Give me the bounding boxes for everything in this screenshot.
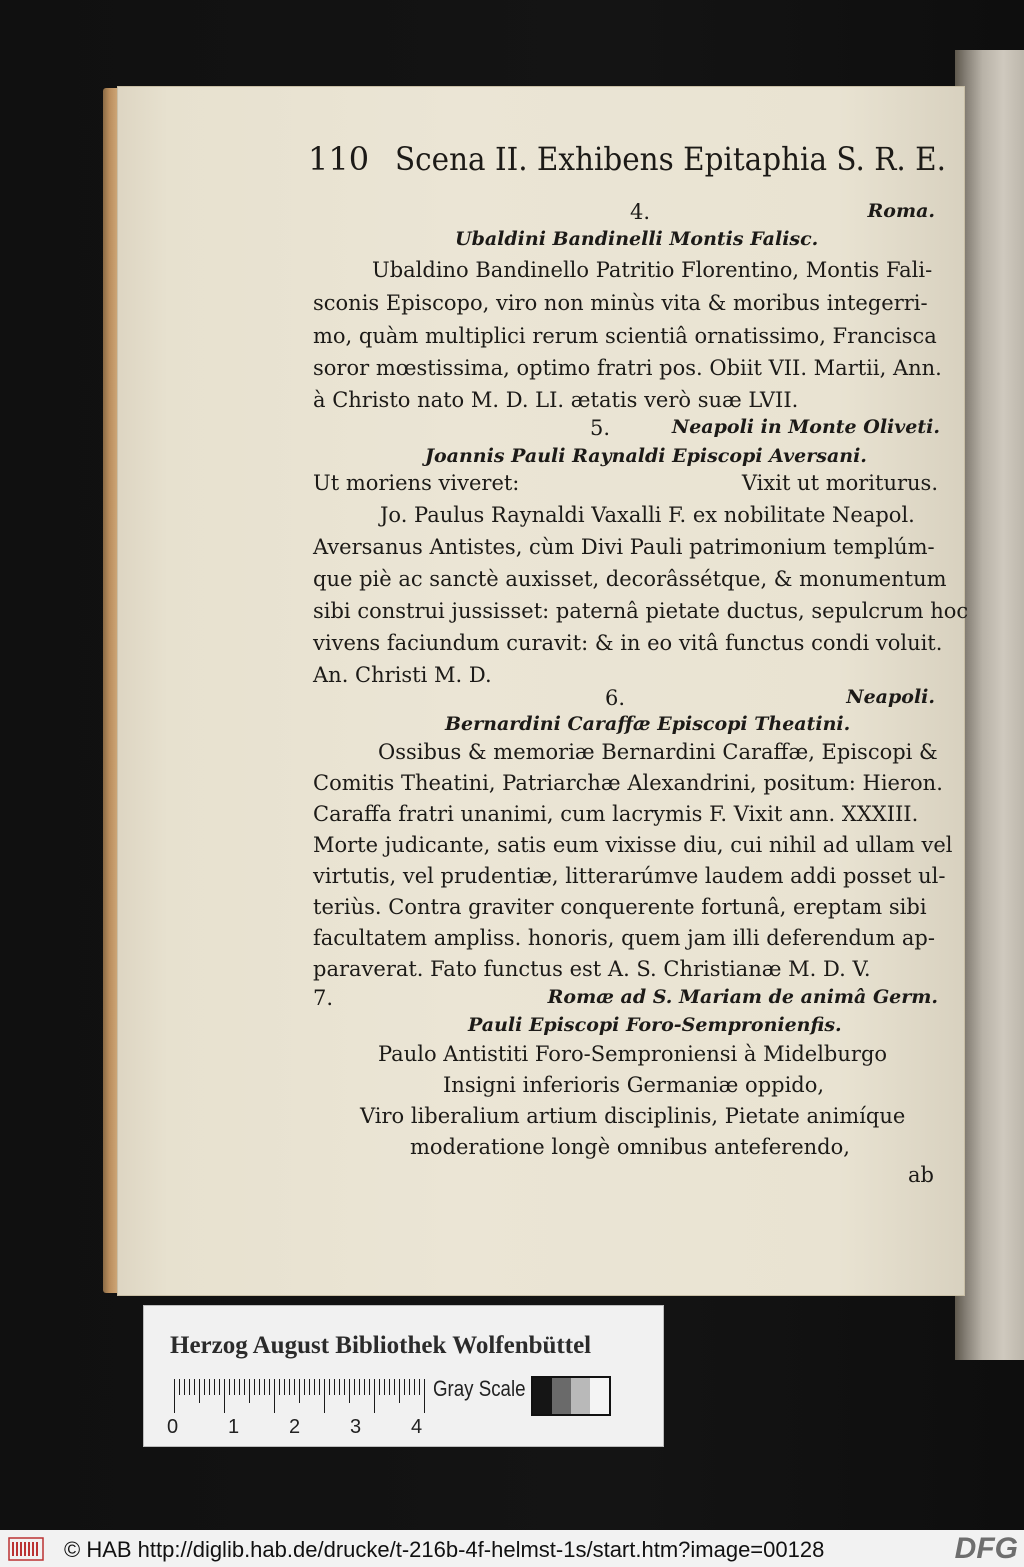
- ruler-tick: [344, 1379, 345, 1395]
- ruler-tick: [394, 1379, 395, 1395]
- text-line: virtutis, vel prudentiæ, litterarúmve laudem addi posset ul-: [313, 864, 946, 888]
- color-reference-card: [143, 1305, 664, 1447]
- text-line: Jo. Paulus Raynaldi Vaxalli F. ex nobilitate Neapol.: [380, 503, 915, 527]
- gray-patch: [552, 1378, 571, 1414]
- hab-logo-icon: [8, 1536, 44, 1562]
- ruler-tick: [379, 1379, 380, 1395]
- ruler-tick: [349, 1379, 350, 1403]
- ruler-tick: [294, 1379, 295, 1395]
- text-line: Morte judicante, satis eum vixisse diu, cui nihil ad ullam vel: [313, 833, 953, 857]
- ruler-tick: [239, 1379, 240, 1395]
- entry-location: Romæ ad S. Mariam de animâ Germ.: [547, 986, 938, 1008]
- library-name: Herzog August Bibliothek Wolfenbüttel: [170, 1332, 592, 1359]
- motto-line: [313, 471, 938, 495]
- text-line: Paulo Antistiti Foro-Semproniensi à Midelburgo: [378, 1042, 888, 1066]
- ruler-tick: [269, 1379, 270, 1395]
- ruler-tick: [234, 1379, 235, 1395]
- ruler-tick: [174, 1379, 175, 1413]
- ruler-tick: [179, 1379, 180, 1395]
- entry-6-heading: [605, 686, 935, 710]
- text-line: moderatione longè omnibus anteferendo,: [410, 1135, 850, 1159]
- gray-patch: [533, 1378, 552, 1414]
- ruler-tick: [229, 1379, 230, 1395]
- text-line: mo, quàm multiplici rerum scientiâ ornatissimo, Francisca: [313, 324, 937, 348]
- ruler-number: 0: [167, 1416, 179, 1438]
- ruler-tick: [219, 1379, 220, 1395]
- ruler-tick: [279, 1379, 280, 1395]
- ruler-tick: [359, 1379, 360, 1395]
- ruler: [174, 1379, 424, 1413]
- ruler-tick: [339, 1379, 340, 1395]
- entry-title: Ubaldini Bandinelli Montis Falisc.: [455, 228, 819, 250]
- entry-number: 6.: [605, 686, 626, 710]
- ruler-tick: [224, 1379, 225, 1413]
- entry-location: Neapoli.: [846, 686, 935, 708]
- ruler-tick: [424, 1379, 425, 1413]
- ruler-tick: [184, 1379, 185, 1395]
- ruler-tick: [324, 1379, 325, 1413]
- ruler-tick: [334, 1379, 335, 1395]
- entry-title: Pauli Episcopi Foro-Sempronienfis.: [468, 1014, 842, 1036]
- ruler-tick: [319, 1379, 320, 1395]
- text-line: An. Christi M. D.: [313, 663, 492, 687]
- text-line: soror mœstissima, optimo fratri pos. Obiit VII. Martii, Ann.: [313, 356, 942, 380]
- ruler-number: 4: [411, 1416, 423, 1438]
- ruler-tick: [304, 1379, 305, 1395]
- entry-7-heading: [313, 986, 938, 1010]
- entry-number: 5.: [590, 416, 611, 440]
- entry-4-heading: [630, 200, 935, 224]
- ruler-tick: [384, 1379, 385, 1395]
- ruler-tick: [244, 1379, 245, 1395]
- text-line: teriùs. Contra graviter conquerente fortunâ, ereptam sibi: [313, 895, 927, 919]
- running-head: Scena II. Exhibens Epitaphia S. R. E.: [395, 140, 946, 178]
- ruler-tick: [284, 1379, 285, 1395]
- ruler-tick: [204, 1379, 205, 1395]
- entry-number: 4.: [630, 200, 651, 224]
- ruler-tick: [409, 1379, 410, 1395]
- ruler-tick: [209, 1379, 210, 1395]
- text-line: Ubaldino Bandinello Patritio Florentino, Montis Fali-: [372, 258, 933, 282]
- entry-5-heading: [590, 416, 940, 440]
- text-line: Caraffa fratri unanimi, cum lacrymis F. Vixit ann. XXXIII.: [313, 802, 919, 826]
- ruler-tick: [364, 1379, 365, 1395]
- ruler-tick: [404, 1379, 405, 1395]
- text-line: paraverat. Fato functus est A. S. Christianæ M. D. V.: [313, 957, 871, 981]
- ruler-tick: [254, 1379, 255, 1395]
- credit-link[interactable]: © HAB http://diglib.hab.de/drucke/t-216b-4f-helmst-1s/start.htm?image=00128: [64, 1537, 825, 1562]
- text-line: Comitis Theatini, Patriarchæ Alexandrini, positum: Hieron.: [313, 771, 943, 795]
- ruler-tick: [189, 1379, 190, 1395]
- ruler-tick: [369, 1379, 370, 1395]
- text-line: sconis Episcopo, viro non minùs vita & moribus integerri-: [313, 291, 928, 315]
- text-line: sibi construi jussisset: paternâ pietate ductus, sepulcrum hoc: [313, 599, 969, 623]
- text-line: Aversanus Antistes, cùm Divi Pauli patrimonium templúm-: [313, 535, 935, 559]
- entry-location: Neapoli in Monte Oliveti.: [671, 416, 940, 438]
- ruler-tick: [419, 1379, 420, 1395]
- ruler-number: 3: [350, 1416, 362, 1438]
- dfg-logo: DFG: [954, 1532, 1018, 1565]
- ruler-tick: [309, 1379, 310, 1395]
- ruler-tick: [274, 1379, 275, 1413]
- page-number: 110: [308, 140, 370, 178]
- viewer-footer: [0, 1530, 1024, 1567]
- text-line: Insigni inferioris Germaniæ oppido,: [443, 1073, 825, 1097]
- ruler-tick: [289, 1379, 290, 1395]
- text-line: facultatem ampliss. honoris, quem jam illi deferendum ap-: [313, 926, 935, 950]
- ruler-tick: [199, 1379, 200, 1403]
- facing-page-edge: [955, 50, 1024, 1360]
- catchword: ab: [908, 1163, 934, 1187]
- ruler-tick: [314, 1379, 315, 1395]
- ruler-tick: [299, 1379, 300, 1403]
- motto-right: Vixit ut moriturus.: [741, 471, 938, 495]
- ruler-tick: [389, 1379, 390, 1395]
- motto-left: Ut moriens viveret:: [313, 471, 520, 495]
- text-line: à Christo nato M. D. LI. ætatis verò suæ LVII.: [313, 388, 799, 412]
- ruler-tick: [214, 1379, 215, 1395]
- entry-location: Roma.: [867, 200, 935, 222]
- ruler-tick: [414, 1379, 415, 1395]
- ruler-number: 2: [289, 1416, 301, 1438]
- entry-title: Joannis Pauli Raynaldi Episcopi Aversani.: [425, 445, 867, 467]
- entry-number: 7.: [313, 986, 334, 1010]
- text-line: Ossibus & memoriæ Bernardini Caraffæ, Episcopi &: [378, 740, 938, 764]
- ruler-tick: [264, 1379, 265, 1395]
- ruler-tick: [259, 1379, 260, 1395]
- ruler-tick: [354, 1379, 355, 1395]
- text-line: que piè ac sanctè auxisset, decorâssétque, & monumentum: [313, 567, 947, 591]
- ruler-tick: [399, 1379, 400, 1403]
- ruler-tick: [249, 1379, 250, 1403]
- text-line: Viro liberalium artium disciplinis, Pietate animíque: [360, 1104, 906, 1128]
- gray-patch: [590, 1378, 609, 1414]
- gray-scale-label: Gray Scale: [433, 1376, 526, 1401]
- ruler-tick: [194, 1379, 195, 1395]
- ruler-number: 1: [228, 1416, 240, 1438]
- ruler-tick: [374, 1379, 375, 1413]
- ruler-tick: [329, 1379, 330, 1395]
- gray-patch: [571, 1378, 590, 1414]
- text-line: vivens faciundum curavit: & in eo vitâ functus condi voluit.: [313, 631, 943, 655]
- gray-scale-patches: [531, 1376, 611, 1416]
- entry-title: Bernardini Caraffæ Episcopi Theatini.: [445, 713, 851, 735]
